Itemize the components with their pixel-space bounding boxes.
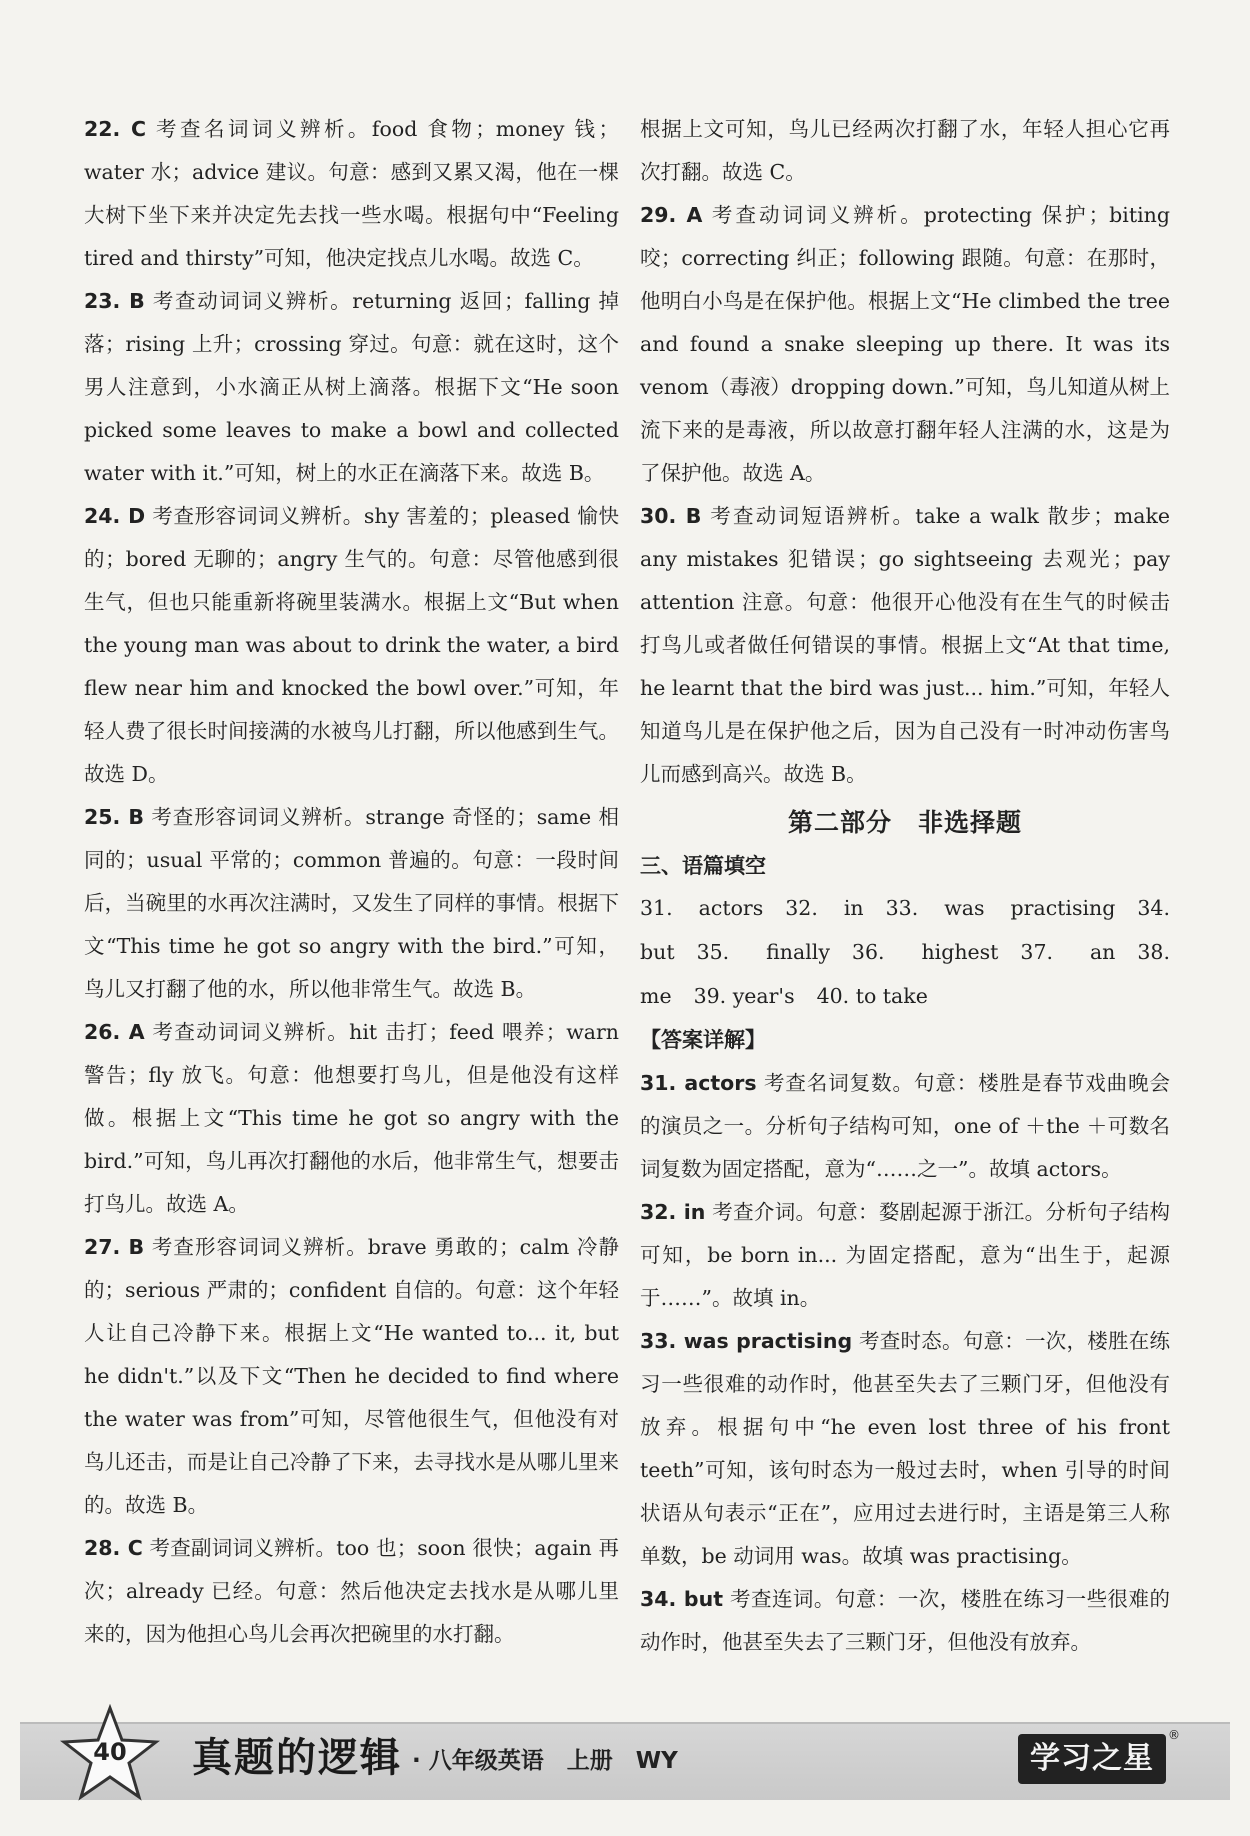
right-column [640, 108, 1170, 1664]
answer-key-item: 34. but [640, 896, 1170, 964]
left-column [84, 108, 619, 1656]
explanation-text: 考查名词复数。句意：楼胜是春节戏曲晚会的演员之一。分析句子结构可知，one of ＋the ＋可数名词复数为固定搭配，意为“……之一”。故填 actors。 [640, 1071, 1170, 1181]
answer-explanation [640, 194, 1170, 495]
explanation-text: 考查动词词义辨析。hit 击打；feed 喂养；warn 警告；fly 放飞。句意：他想要打鸟儿，但是他没有这样做。根据上文“This time he got so angry with the bird.”可知，鸟儿再次打翻他的水后，他非常生气，想要击打鸟儿。故选 A。 [84, 1020, 619, 1216]
question-number: 30. B [640, 504, 702, 528]
book-subtitle: · 八年级英语 上册 WY [412, 1748, 678, 1774]
answer-key-item: 39. year's [693, 984, 795, 1008]
detail-label: 【答案详解】 [640, 1028, 766, 1052]
question-number: 34. but [640, 1587, 723, 1611]
question-number: 26. A [84, 1020, 145, 1044]
question-number: 24. D [84, 504, 146, 528]
answer-key-item: 35. finally [696, 940, 830, 964]
answer-key-item: 32. in [785, 896, 864, 920]
explanation-text: 考查形容词词义辨析。shy 害羞的；pleased 愉快的；bored 无聊的；angry 生气的。句意：尽管他感到很生气，但也只能重新将碗里装满水。根据上文“But when the young man was about to drink the water, a bird flew near him and knocked the bowl over.”可知，年轻人费了很长时间接满的水被鸟儿打翻，所以他感到生气。故选 D。 [84, 504, 619, 786]
answer-key-item: 38. me [640, 940, 1170, 1008]
explanation-text: 考查介词。句意：婺剧起源于浙江。分析句子结构可知，be born in... 为固定搭配，意为“出生于，起源于……”。故填 in。 [640, 1200, 1170, 1310]
subsection-title: 三、语篇填空 [640, 854, 766, 878]
explanation-text: 考查动词短语辨析。take a walk 散步；make any mistakes 犯错误；go sightseeing 去观光；pay attention 注意。句意：他很开心他没有在生气的时候击打鸟儿或者做任何错误的事情。根据上文“At that time, he learnt that the bird was just... him.”可知，年轻人知道鸟儿是在保护他之后，因为自己没有一时冲动伤害鸟儿而感到高兴。故选 B。 [640, 504, 1170, 786]
book-title: 真题的逻辑 [192, 1735, 402, 1781]
brand-logo: 学习之星 [1018, 1734, 1166, 1784]
answer-key-item: 31. actors [640, 896, 764, 920]
question-number: 27. B [84, 1235, 145, 1259]
registered-mark: ® [1168, 1728, 1180, 1742]
question-number: 25. B [84, 805, 144, 829]
answer-explanation [84, 1226, 619, 1527]
answer-explanation [640, 108, 1170, 194]
answer-explanation [84, 796, 619, 1011]
answer-explanation [84, 1011, 619, 1226]
question-number: 28. C [84, 1536, 143, 1560]
answer-key-item: 40. to take [816, 984, 928, 1008]
explanation-text: 考查形容词词义辨析。strange 奇怪的；same 相同的；usual 平常的；common 普遍的。句意：一段时间后，当碗里的水再次注满时，又发生了同样的事情。根据下文“This time he got so angry with the bird.”可知，鸟儿又打翻了他的水，所以他非常生气。故选 B。 [84, 805, 619, 1001]
question-number: 29. A [640, 203, 703, 227]
right-column-top-answers [640, 108, 1170, 796]
answer-explanation [640, 495, 1170, 796]
explanation-text: 根据上文可知，鸟儿已经两次打翻了水，年轻人担心它再次打翻。故选 C。 [640, 117, 1170, 184]
question-number: 33. was practising [640, 1329, 853, 1353]
answer-key-list [640, 886, 1170, 1018]
question-number: 32. in [640, 1200, 706, 1224]
page-number: 40 [93, 1738, 127, 1766]
explanation-text: 考查时态。句意：一次，楼胜在练习一些很难的动作时，他甚至失去了三颗门牙，但他没有放弃。根据句中“he even lost three of his front teeth”可知，该句时态为一般过去时，when 引导的时间状语从句表示“正在”，应用过去进行时，主语是第三人称单数，be 动词用 was。故填 was practising。 [640, 1329, 1170, 1568]
answer-explanation [84, 1527, 619, 1656]
explanation-text: 考查副词词义辨析。too 也；soon 很快；again 再次；already 已经。句意：然后他决定去找水是从哪儿里来的，因为他担心鸟儿会再次把碗里的水打翻。 [84, 1536, 619, 1646]
answer-key-item: 36. highest [851, 940, 999, 964]
answer-details [640, 1062, 1170, 1664]
answer-explanation [84, 280, 619, 495]
answer-explanation [640, 1320, 1170, 1578]
explanation-text: 考查连词。句意：一次，楼胜在练习一些很难的动作时，他甚至失去了三颗门牙，但他没有放弃。 [640, 1587, 1170, 1654]
answer-explanation [640, 1062, 1170, 1191]
answer-key-item: 33. was practising [885, 896, 1116, 920]
answer-explanation [640, 1578, 1170, 1664]
answer-explanation [640, 1191, 1170, 1320]
explanation-text: 考查形容词词义辨析。brave 勇敢的；calm 冷静的；serious 严肃的；confident 自信的。句意：这个年轻人让自己冷静下来。根据上文“He wanted to... it, but he didn't.”以及下文“Then he decided to find where the water was from”可知，尽管他很生气，但他没有对鸟儿还击，而是让自己冷静了下来，去寻找水是从哪儿里来的。故选 B。 [84, 1235, 619, 1517]
answer-explanation [84, 495, 619, 796]
question-number: 22. C [84, 117, 146, 141]
question-number: 31. actors [640, 1071, 757, 1095]
section-title: 第二部分 非选择题 [787, 808, 1022, 837]
explanation-text: 考查动词词义辨析。returning 返回；falling 掉落；rising 上升；crossing 穿过。句意：就在这时，这个男人注意到，小水滴正从树上滴落。根据下文“He soon picked some leaves to make a bowl and collected water with it.”可知，树上的水正在滴落下来。故选 B。 [84, 289, 619, 485]
answer-key-item: 37. an [1020, 940, 1116, 964]
answer-explanation [84, 108, 619, 280]
question-number: 23. B [84, 289, 145, 313]
explanation-text: 考查名词词义辨析。food 食物；money 钱；water 水；advice 建议。句意：感到又累又渴，他在一棵大树下坐下来并决定先去找一些水喝。根据句中“Feeling tired and thirsty”可知，他决定找点儿水喝。故选 C。 [84, 117, 620, 270]
explanation-text: 考查动词词义辨析。protecting 保护；biting 咬；correcting 纠正；following 跟随。句意：在那时，他明白小鸟是在保护他。根据上文“He climbed the tree and found a snake sleeping up there. It was its venom（毒液）dropping down.”可知，鸟儿知道从树上流下来的是毒液，所以故意打翻年轻人注满的水，这是为了保护他。故选 A。 [640, 203, 1170, 485]
